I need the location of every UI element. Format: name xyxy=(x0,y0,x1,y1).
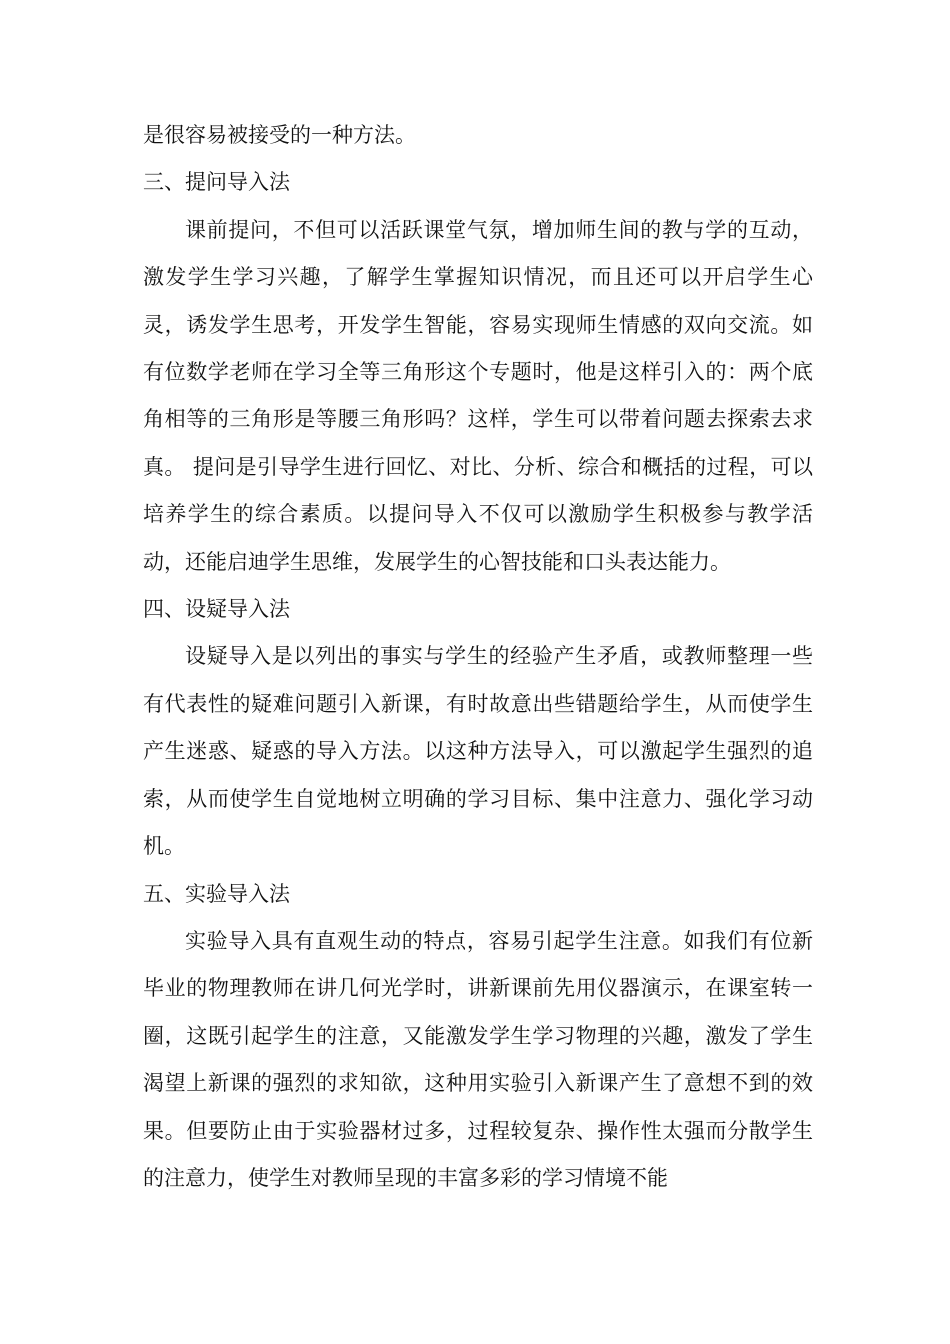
continued-paragraph: 是很容易被接受的一种方法。 xyxy=(143,123,416,147)
section-heading-doubt: 四、设疑导入法 xyxy=(143,597,290,622)
paragraph-questioning: 课前提问，不但可以活跃课堂气氛，增加师生间的教与学的互动，激发学生学习兴趣，了解学生掌握知识情况，而且还可以开启学生心灵，诱发学生思考，开发学生智能，容易实现师生情感的双向交流。如有位数学老师在学习全等三角形这个专题时，他是这样引入的：两个底角相等的三角形是等腰三角形吗？这样，学生可以带着问题去探索去求真。 提问是引导学生进行回忆、对比、分析、综合和概括的过程，可以培养学生的综合素质。以提问导入不仅可以激励学生积极参与教学活动，还能启迪学生思维，发展学生的心智技能和口头表达能力。 xyxy=(143,217,813,574)
document-body xyxy=(143,112,813,1202)
paragraph-experiment: 实验导入具有直观生动的特点，容易引起学生注意。如我们有位新毕业的物理教师在讲几何光学时，讲新课前先用仪器演示，在课室转一圈，这既引起学生的注意，又能激发学生学习物理的兴趣，激发了学生渴望上新课的强烈的求知欲，这种用实验引入新课产生了意想不到的效果。但要防止由于实验器材过多，过程较复杂、操作性太强而分散学生的注意力，使学生对教师呈现的丰富多彩的学习情境不能 xyxy=(143,928,813,1190)
section-heading-experiment: 五、实验导入法 xyxy=(143,881,290,906)
paragraph-doubt: 设疑导入是以列出的事实与学生的经验产生矛盾，或教师整理一些有代表性的疑难问题引入新课，有时故意出些错题给学生，从而使学生产生迷惑、疑惑的导入方法。以这种方法导入，可以激起学生强烈的追索，从而使学生自觉地树立明确的学习目标、集中注意力、强化学习动机。 xyxy=(143,644,813,859)
section-heading-questioning: 三、提问导入法 xyxy=(143,170,290,195)
